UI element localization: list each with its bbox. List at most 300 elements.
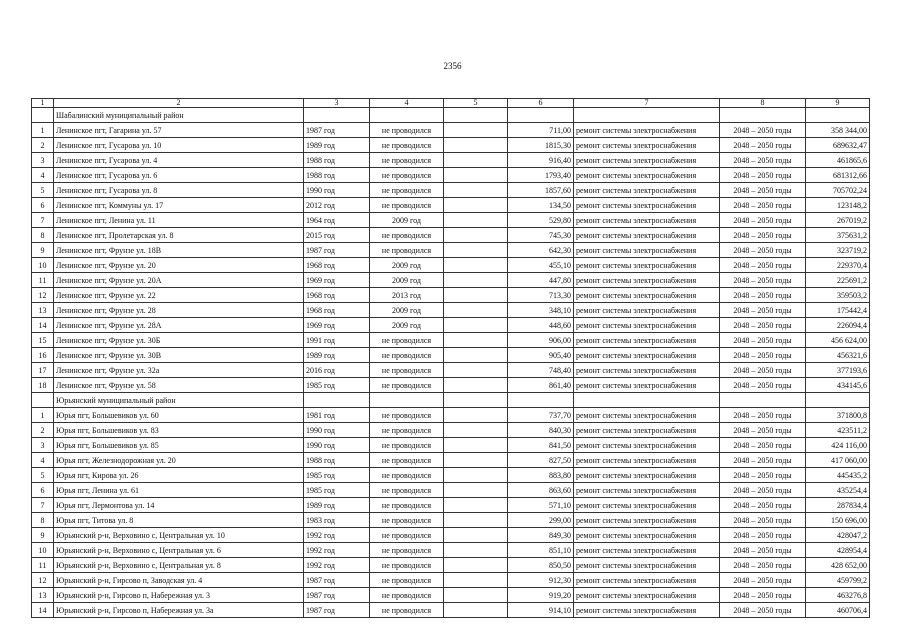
construction-year-cell: 2012 год: [304, 198, 370, 213]
table-row: [32, 333, 870, 348]
period-cell: 2048 – 2050 годы: [720, 243, 806, 258]
table-row: [32, 513, 870, 528]
work-type-cell: ремонт системы электроснабжения: [574, 123, 720, 138]
period-cell: 2048 – 2050 годы: [720, 573, 806, 588]
last-repair-year-cell: 2013 год: [370, 288, 444, 303]
col-5-cell: [444, 378, 508, 393]
address-cell: Ленинское пгт, Пролетарская ул. 8: [54, 228, 304, 243]
last-repair-year-cell: не проводился: [370, 453, 444, 468]
address-cell: Юрья пгт, Лермонтова ул. 14: [54, 498, 304, 513]
address-cell: Ленинское пгт, Ленина ул. 11: [54, 213, 304, 228]
period-cell: 2048 – 2050 годы: [720, 228, 806, 243]
col-5-cell: [444, 468, 508, 483]
col-5-cell: [444, 573, 508, 588]
period-cell: 2048 – 2050 годы: [720, 333, 806, 348]
area-cell: 1815,30: [508, 138, 574, 153]
last-repair-year-cell: 2009 год: [370, 258, 444, 273]
address-cell: Ленинское пгт, Фрунзе ул. 30В: [54, 348, 304, 363]
construction-year-cell: 1987 год: [304, 123, 370, 138]
address-cell: Юрья пгт, Большевиков ул. 60: [54, 408, 304, 423]
work-type-cell: ремонт системы электроснабжения: [574, 288, 720, 303]
header-row: [32, 99, 870, 108]
section-empty-cell: [508, 393, 574, 408]
row-number-cell: 10: [32, 258, 54, 273]
row-number-cell: 7: [32, 498, 54, 513]
last-repair-year-cell: не проводился: [370, 333, 444, 348]
section-empty-cell: [806, 108, 870, 123]
column-number-3: 3: [304, 99, 370, 108]
construction-year-cell: 1989 год: [304, 138, 370, 153]
area-cell: 448,60: [508, 318, 574, 333]
period-cell: 2048 – 2050 годы: [720, 483, 806, 498]
last-repair-year-cell: 2009 год: [370, 213, 444, 228]
address-cell: Ленинское пгт, Фрунзе ул. 30Б: [54, 333, 304, 348]
period-cell: 2048 – 2050 годы: [720, 438, 806, 453]
row-number-cell: 11: [32, 558, 54, 573]
construction-year-cell: 1988 год: [304, 453, 370, 468]
address-cell: Юрья пгт, Титова ул. 8: [54, 513, 304, 528]
work-type-cell: ремонт системы электроснабжения: [574, 468, 720, 483]
row-number-cell: 6: [32, 483, 54, 498]
row-number-cell: 9: [32, 243, 54, 258]
cost-cell: 428 652,00: [806, 558, 870, 573]
period-cell: 2048 – 2050 годы: [720, 588, 806, 603]
address-cell: Юрьянский р-н, Гирсово п, Заводская ул. 4: [54, 573, 304, 588]
cost-cell: 123148,2: [806, 198, 870, 213]
work-type-cell: ремонт системы электроснабжения: [574, 498, 720, 513]
period-cell: 2048 – 2050 годы: [720, 153, 806, 168]
last-repair-year-cell: не проводился: [370, 408, 444, 423]
construction-year-cell: 1987 год: [304, 603, 370, 618]
column-numbers-header: [32, 99, 870, 108]
table-row: [32, 348, 870, 363]
table-row: [32, 363, 870, 378]
address-cell: Юрья пгт, Железнодорожная ул. 20: [54, 453, 304, 468]
col-5-cell: [444, 603, 508, 618]
period-cell: 2048 – 2050 годы: [720, 183, 806, 198]
area-cell: 827,50: [508, 453, 574, 468]
cost-cell: 287834,4: [806, 498, 870, 513]
col-5-cell: [444, 543, 508, 558]
work-type-cell: ремонт системы электроснабжения: [574, 573, 720, 588]
row-number-cell: 18: [32, 378, 54, 393]
area-cell: 299,00: [508, 513, 574, 528]
period-cell: 2048 – 2050 годы: [720, 558, 806, 573]
section-row: [32, 108, 870, 123]
cost-cell: 445435,2: [806, 468, 870, 483]
row-number-cell: 13: [32, 588, 54, 603]
col-5-cell: [444, 273, 508, 288]
period-cell: 2048 – 2050 годы: [720, 423, 806, 438]
table-row: [32, 468, 870, 483]
construction-year-cell: 1987 год: [304, 573, 370, 588]
col-5-cell: [444, 588, 508, 603]
period-cell: 2048 – 2050 годы: [720, 123, 806, 138]
cost-cell: 460706,4: [806, 603, 870, 618]
construction-year-cell: 1990 год: [304, 183, 370, 198]
period-cell: 2048 – 2050 годы: [720, 213, 806, 228]
column-number-6: 6: [508, 99, 574, 108]
construction-year-cell: 1968 год: [304, 258, 370, 273]
section-empty-cell: [806, 393, 870, 408]
cost-cell: 377193,6: [806, 363, 870, 378]
last-repair-year-cell: не проводился: [370, 528, 444, 543]
row-number-cell: 13: [32, 303, 54, 318]
period-cell: 2048 – 2050 годы: [720, 288, 806, 303]
area-cell: 134,50: [508, 198, 574, 213]
cost-cell: 681312,66: [806, 168, 870, 183]
table-row: [32, 213, 870, 228]
last-repair-year-cell: 2009 год: [370, 303, 444, 318]
construction-year-cell: 1992 год: [304, 558, 370, 573]
work-type-cell: ремонт системы электроснабжения: [574, 258, 720, 273]
address-cell: Ленинское пгт, Фрунзе ул. 22: [54, 288, 304, 303]
work-type-cell: ремонт системы электроснабжения: [574, 213, 720, 228]
area-cell: 863,60: [508, 483, 574, 498]
construction-year-cell: 1985 год: [304, 483, 370, 498]
table-row: [32, 588, 870, 603]
row-number-cell: 14: [32, 318, 54, 333]
section-title: Юрьянский муниципальный район: [54, 393, 304, 408]
col-5-cell: [444, 438, 508, 453]
row-number-cell: 16: [32, 348, 54, 363]
table-row: [32, 153, 870, 168]
table-row: [32, 303, 870, 318]
col-5-cell: [444, 288, 508, 303]
period-cell: 2048 – 2050 годы: [720, 138, 806, 153]
col-5-cell: [444, 258, 508, 273]
row-number-cell: 4: [32, 453, 54, 468]
construction-year-cell: 2015 год: [304, 228, 370, 243]
address-cell: Ленинское пгт, Фрунзе ул. 32а: [54, 363, 304, 378]
last-repair-year-cell: не проводился: [370, 198, 444, 213]
page-number: 2356: [443, 61, 462, 71]
work-type-cell: ремонт системы электроснабжения: [574, 333, 720, 348]
last-repair-year-cell: не проводился: [370, 138, 444, 153]
row-number-cell: 5: [32, 183, 54, 198]
last-repair-year-cell: не проводился: [370, 438, 444, 453]
col-5-cell: [444, 318, 508, 333]
table-row: [32, 573, 870, 588]
table-row: [32, 423, 870, 438]
area-cell: 711,00: [508, 123, 574, 138]
row-number-cell: 5: [32, 468, 54, 483]
construction-year-cell: 1968 год: [304, 288, 370, 303]
col-5-cell: [444, 453, 508, 468]
cost-cell: 435254,4: [806, 483, 870, 498]
row-number-cell: 11: [32, 273, 54, 288]
table-row: [32, 528, 870, 543]
section-title: Шабалинский муниципальный район: [54, 108, 304, 123]
address-cell: Юрьянский р-н, Верховино с, Центральная ул. 6: [54, 543, 304, 558]
address-cell: Ленинское пгт, Коммуны ул. 17: [54, 198, 304, 213]
section-empty-cell: [370, 108, 444, 123]
table-row: [32, 483, 870, 498]
last-repair-year-cell: не проводился: [370, 228, 444, 243]
work-type-cell: ремонт системы электроснабжения: [574, 198, 720, 213]
col-5-cell: [444, 348, 508, 363]
table-row: [32, 168, 870, 183]
cost-cell: 323719,2: [806, 243, 870, 258]
cost-cell: 371800,8: [806, 408, 870, 423]
cost-cell: 424 116,00: [806, 438, 870, 453]
period-cell: 2048 – 2050 годы: [720, 468, 806, 483]
construction-year-cell: 1969 год: [304, 273, 370, 288]
col-5-cell: [444, 138, 508, 153]
last-repair-year-cell: не проводился: [370, 378, 444, 393]
area-cell: 571,10: [508, 498, 574, 513]
cost-cell: 423511,2: [806, 423, 870, 438]
address-cell: Ленинское пгт, Гусарова ул. 6: [54, 168, 304, 183]
last-repair-year-cell: не проводился: [370, 348, 444, 363]
last-repair-year-cell: 2009 год: [370, 273, 444, 288]
section-empty-cell: [444, 393, 508, 408]
period-cell: 2048 – 2050 годы: [720, 378, 806, 393]
period-cell: 2048 – 2050 годы: [720, 603, 806, 618]
area-cell: 748,40: [508, 363, 574, 378]
construction-year-cell: 1992 год: [304, 543, 370, 558]
row-number-cell: 12: [32, 288, 54, 303]
area-cell: 1857,60: [508, 183, 574, 198]
table-row: [32, 138, 870, 153]
work-type-cell: ремонт системы электроснабжения: [574, 138, 720, 153]
last-repair-year-cell: не проводился: [370, 423, 444, 438]
table-row: [32, 558, 870, 573]
cost-cell: 358 344,00: [806, 123, 870, 138]
row-number-cell: 10: [32, 543, 54, 558]
period-cell: 2048 – 2050 годы: [720, 348, 806, 363]
last-repair-year-cell: не проводился: [370, 543, 444, 558]
work-type-cell: ремонт системы электроснабжения: [574, 453, 720, 468]
work-type-cell: ремонт системы электроснабжения: [574, 348, 720, 363]
cost-cell: 463276,8: [806, 588, 870, 603]
table-row: [32, 243, 870, 258]
row-number-cell: 2: [32, 423, 54, 438]
work-type-cell: ремонт системы электроснабжения: [574, 243, 720, 258]
address-cell: Юрьянский р-н, Гирсово п, Набережная ул. 3а: [54, 603, 304, 618]
row-number-cell: 12: [32, 573, 54, 588]
section-empty-cell: [444, 108, 508, 123]
column-number-7: 7: [574, 99, 720, 108]
table-row: [32, 603, 870, 618]
construction-year-cell: 1968 год: [304, 303, 370, 318]
table-row: [32, 123, 870, 138]
construction-year-cell: 1991 год: [304, 333, 370, 348]
row-number-cell: 8: [32, 513, 54, 528]
column-number-2: 2: [54, 99, 304, 108]
area-cell: 841,50: [508, 438, 574, 453]
construction-year-cell: 1988 год: [304, 153, 370, 168]
table-row: [32, 543, 870, 558]
col-5-cell: [444, 213, 508, 228]
col-5-cell: [444, 528, 508, 543]
construction-year-cell: 1969 год: [304, 318, 370, 333]
column-number-1: 1: [32, 99, 54, 108]
work-type-cell: ремонт системы электроснабжения: [574, 528, 720, 543]
section-number-cell: [32, 108, 54, 123]
address-cell: Юрьянский р-н, Верховино с, Центральная ул. 10: [54, 528, 304, 543]
last-repair-year-cell: не проводился: [370, 123, 444, 138]
cost-cell: 225691,2: [806, 273, 870, 288]
table-row: [32, 378, 870, 393]
address-cell: Ленинское пгт, Фрунзе ул. 58: [54, 378, 304, 393]
table-row: [32, 228, 870, 243]
table-row: [32, 258, 870, 273]
col-5-cell: [444, 183, 508, 198]
col-5-cell: [444, 498, 508, 513]
area-cell: 914,10: [508, 603, 574, 618]
section-empty-cell: [304, 393, 370, 408]
period-cell: 2048 – 2050 годы: [720, 258, 806, 273]
work-type-cell: ремонт системы электроснабжения: [574, 273, 720, 288]
construction-year-cell: 1964 год: [304, 213, 370, 228]
cost-cell: 705702,24: [806, 183, 870, 198]
address-cell: Ленинское пгт, Фрунзе ул. 28А: [54, 318, 304, 333]
area-cell: 861,40: [508, 378, 574, 393]
section-empty-cell: [508, 108, 574, 123]
area-cell: 713,30: [508, 288, 574, 303]
period-cell: 2048 – 2050 годы: [720, 363, 806, 378]
period-cell: 2048 – 2050 годы: [720, 453, 806, 468]
table-row: [32, 498, 870, 513]
area-cell: 642,30: [508, 243, 574, 258]
last-repair-year-cell: не проводился: [370, 573, 444, 588]
col-5-cell: [444, 333, 508, 348]
area-cell: 840,30: [508, 423, 574, 438]
table-row: [32, 288, 870, 303]
period-cell: 2048 – 2050 годы: [720, 408, 806, 423]
area-cell: 737,70: [508, 408, 574, 423]
last-repair-year-cell: не проводился: [370, 183, 444, 198]
table-row: [32, 453, 870, 468]
construction-year-cell: 1988 год: [304, 168, 370, 183]
section-empty-cell: [574, 393, 720, 408]
work-type-cell: ремонт системы электроснабжения: [574, 183, 720, 198]
work-type-cell: ремонт системы электроснабжения: [574, 603, 720, 618]
column-number-5: 5: [444, 99, 508, 108]
address-cell: Юрьянский р-н, Верховино с, Центральная ул. 8: [54, 558, 304, 573]
last-repair-year-cell: не проводился: [370, 483, 444, 498]
area-cell: 916,40: [508, 153, 574, 168]
area-cell: 529,80: [508, 213, 574, 228]
col-5-cell: [444, 243, 508, 258]
row-number-cell: 14: [32, 603, 54, 618]
construction-year-cell: 1987 год: [304, 588, 370, 603]
row-number-cell: 1: [32, 123, 54, 138]
work-type-cell: ремонт системы электроснабжения: [574, 588, 720, 603]
period-cell: 2048 – 2050 годы: [720, 513, 806, 528]
construction-year-cell: 1989 год: [304, 348, 370, 363]
last-repair-year-cell: 2009 год: [370, 318, 444, 333]
cost-cell: 434145,6: [806, 378, 870, 393]
work-type-cell: ремонт системы электроснабжения: [574, 483, 720, 498]
row-number-cell: 9: [32, 528, 54, 543]
row-number-cell: 7: [32, 213, 54, 228]
area-cell: 919,20: [508, 588, 574, 603]
col-5-cell: [444, 363, 508, 378]
last-repair-year-cell: не проводился: [370, 603, 444, 618]
table-row: [32, 198, 870, 213]
area-cell: 906,00: [508, 333, 574, 348]
last-repair-year-cell: не проводился: [370, 498, 444, 513]
table-row: [32, 408, 870, 423]
address-cell: Юрья пгт, Большевиков ул. 85: [54, 438, 304, 453]
area-cell: 912,30: [508, 573, 574, 588]
address-cell: Ленинское пгт, Фрунзе ул. 28: [54, 303, 304, 318]
construction-year-cell: 1992 год: [304, 528, 370, 543]
cost-cell: 689632,47: [806, 138, 870, 153]
work-type-cell: ремонт системы электроснабжения: [574, 408, 720, 423]
work-type-cell: ремонт системы электроснабжения: [574, 318, 720, 333]
area-cell: 447,80: [508, 273, 574, 288]
construction-year-cell: 1989 год: [304, 498, 370, 513]
period-cell: 2048 – 2050 годы: [720, 528, 806, 543]
section-empty-cell: [720, 393, 806, 408]
register-table: [31, 98, 870, 618]
col-5-cell: [444, 153, 508, 168]
table-row: [32, 318, 870, 333]
col-5-cell: [444, 423, 508, 438]
construction-year-cell: 1985 год: [304, 378, 370, 393]
col-5-cell: [444, 558, 508, 573]
last-repair-year-cell: не проводился: [370, 168, 444, 183]
area-cell: 883,80: [508, 468, 574, 483]
cost-cell: 375631,2: [806, 228, 870, 243]
section-empty-cell: [574, 108, 720, 123]
last-repair-year-cell: не проводился: [370, 243, 444, 258]
construction-year-cell: 1981 год: [304, 408, 370, 423]
construction-year-cell: 1990 год: [304, 423, 370, 438]
address-cell: Ленинское пгт, Гусарова ул. 10: [54, 138, 304, 153]
address-cell: Ленинское пгт, Гусарова ул. 4: [54, 153, 304, 168]
row-number-cell: 17: [32, 363, 54, 378]
area-cell: 905,40: [508, 348, 574, 363]
construction-year-cell: 1990 год: [304, 438, 370, 453]
section-row: [32, 393, 870, 408]
last-repair-year-cell: не проводился: [370, 468, 444, 483]
cost-cell: 150 696,00: [806, 513, 870, 528]
row-number-cell: 15: [32, 333, 54, 348]
section-empty-cell: [370, 393, 444, 408]
cost-cell: 226094,4: [806, 318, 870, 333]
row-number-cell: 6: [32, 198, 54, 213]
area-cell: 455,10: [508, 258, 574, 273]
area-cell: 849,30: [508, 528, 574, 543]
address-cell: Юрья пгт, Большевиков ул. 83: [54, 423, 304, 438]
cost-cell: 428954,4: [806, 543, 870, 558]
area-cell: 851,10: [508, 543, 574, 558]
last-repair-year-cell: не проводился: [370, 588, 444, 603]
cost-cell: 359503,2: [806, 288, 870, 303]
col-5-cell: [444, 228, 508, 243]
address-cell: Ленинское пгт, Фрунзе ул. 20: [54, 258, 304, 273]
last-repair-year-cell: не проводился: [370, 153, 444, 168]
table-row: [32, 438, 870, 453]
construction-year-cell: 1985 год: [304, 468, 370, 483]
col-5-cell: [444, 123, 508, 138]
col-5-cell: [444, 408, 508, 423]
cost-cell: 417 060,00: [806, 453, 870, 468]
cost-cell: 456 624,00: [806, 333, 870, 348]
row-number-cell: 3: [32, 438, 54, 453]
cost-cell: 459799,2: [806, 573, 870, 588]
area-cell: 745,30: [508, 228, 574, 243]
address-cell: Ленинское пгт, Гагарина ул. 57: [54, 123, 304, 138]
col-5-cell: [444, 513, 508, 528]
last-repair-year-cell: не проводился: [370, 558, 444, 573]
period-cell: 2048 – 2050 годы: [720, 543, 806, 558]
cost-cell: 229370,4: [806, 258, 870, 273]
